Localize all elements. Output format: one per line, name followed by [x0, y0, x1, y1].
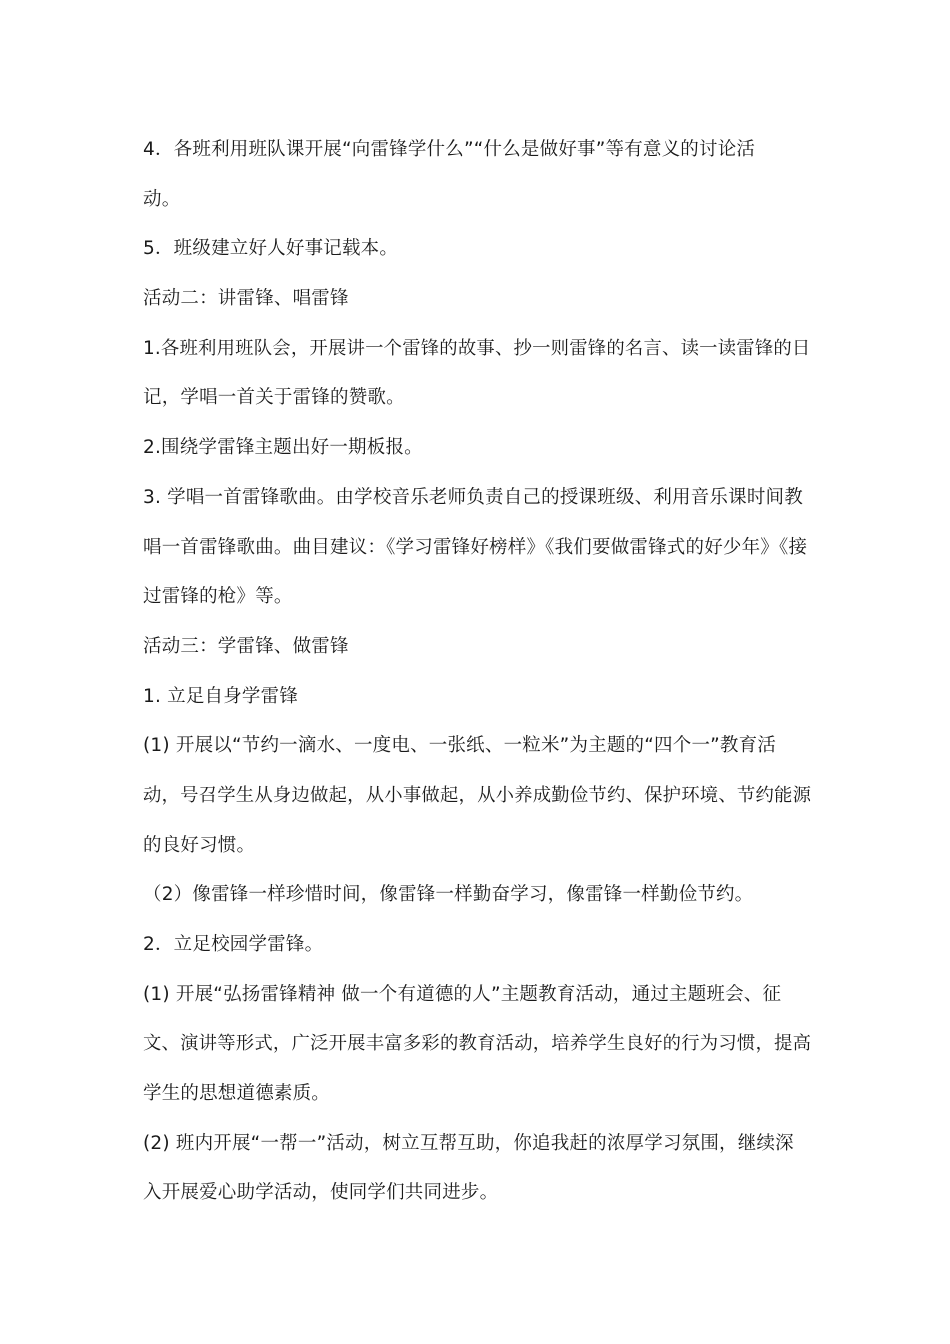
text-line: 5．班级建立好人好事记载本。 [143, 238, 399, 260]
text-line: 的良好习惯。 [143, 834, 256, 856]
section-heading-activity-2: 活动二：讲雷锋、唱雷锋 [143, 288, 349, 310]
section-heading-activity-3: 活动三：学雷锋、做雷锋 [143, 635, 349, 657]
text-line: 学生的思想道德素质。 [143, 1083, 331, 1105]
document-body [143, 125, 811, 1218]
text-line: 动，号召学生从身边做起，从小事做起，从小养成勤俭节约、保护环境、节约能源 [143, 784, 812, 806]
text-line: 2．立足校园学雷锋。 [143, 934, 324, 955]
text-line: 记，学唱一首关于雷锋的赞歌。 [143, 387, 405, 409]
text-line: 3. 学唱一首雷锋歌曲。由学校音乐老师负责自己的授课班级、利用音乐课时间教 [143, 486, 803, 508]
text-line: 入开展爱心助学活动，使同学们共同进步。 [143, 1182, 499, 1204]
text-line: 文、演讲等形式，广泛开展丰富多彩的教育活动，培养学生良好的行为习惯，提高 [143, 1033, 812, 1055]
text-line: 4．各班利用班队课开展“向雷锋学什么”“什么是做好事”等有意义的讨论活 [143, 139, 756, 160]
text-line: 2.围绕学雷锋主题出好一期板报。 [143, 437, 423, 459]
text-line: 过雷锋的枪》等。 [143, 586, 293, 608]
text-line: (1) 开展以“节约一滴水、一度电、一张纸、一粒米”为主题的“四个一”教育活 [143, 735, 777, 757]
text-line: (2) 班内开展“一帮一”活动，树立互帮互助，你追我赶的浓厚学习氛围，继续深 [143, 1132, 794, 1154]
text-line: 动。 [143, 188, 181, 210]
text-line: （2）像雷锋一样珍惜时间，像雷锋一样勤奋学习，像雷锋一样勤俭节约。 [143, 884, 754, 906]
text-line: 1. 立足自身学雷锋 [143, 685, 299, 707]
text-line: 唱一首雷锋歌曲。曲目建议：《学习雷锋好榜样》《我们要做雷锋式的好少年》《接 [143, 536, 808, 558]
text-line: (1) 开展“弘扬雷锋精神 做一个有道德的人”主题教育活动，通过主题班会、征 [143, 983, 782, 1005]
text-line: 1.各班利用班队会，开展讲一个雷锋的故事、抄一则雷锋的名言、读一读雷锋的日 [143, 337, 811, 359]
